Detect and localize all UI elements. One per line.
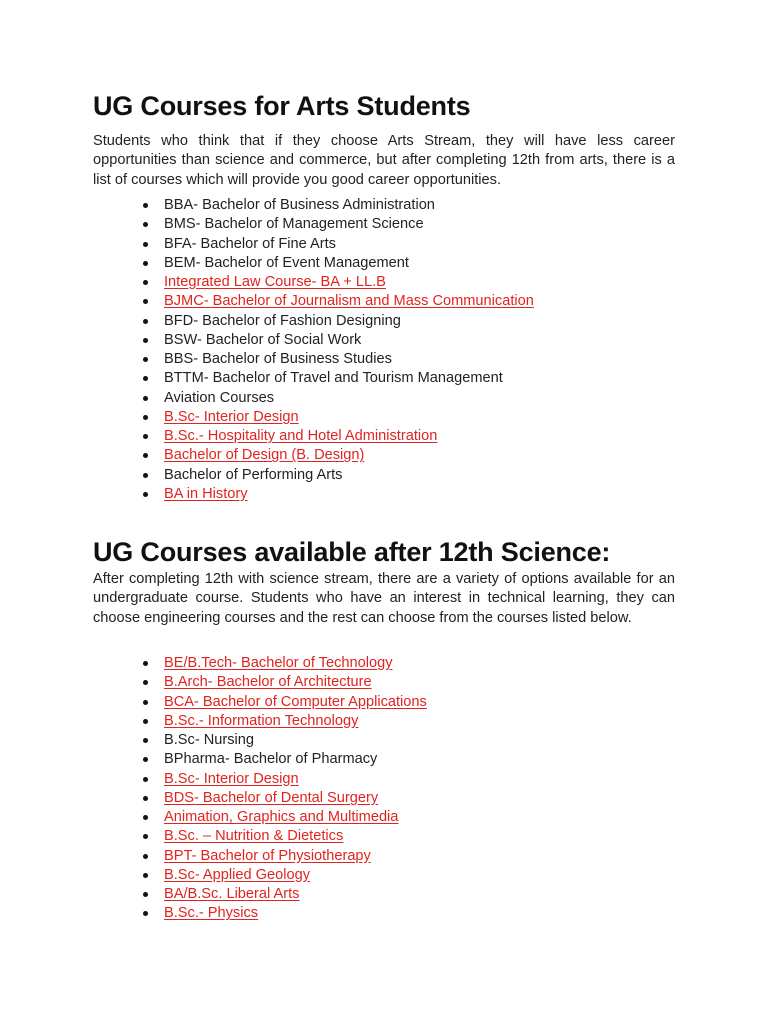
course-list-item[interactable] [164,273,684,292]
course-list-item[interactable] [164,654,684,673]
course-list-item[interactable] [164,866,684,885]
course-list-item[interactable] [164,904,684,923]
course-link[interactable]: BE/B.Tech- Bachelor of Technology [164,655,393,671]
course-link[interactable]: B.Sc.- Information Technology [164,712,359,729]
course-label: BFA- Bachelor of Fine Arts [164,235,336,252]
course-label: Bachelor of Performing Arts [164,466,343,483]
course-list-item[interactable] [164,808,684,827]
course-list-item [164,466,684,485]
course-link[interactable]: Integrated Law Course- BA + LL.B [164,274,386,290]
course-list-item[interactable] [164,673,684,692]
course-list-item[interactable] [164,292,684,311]
course-list-item[interactable] [164,485,684,504]
arts-intro-paragraph: Students who think that if they choose Arts Stream, they will have less career opportunities than science and commerce, but after completing 12th from arts, there is a list of courses which will provide you good career opportunities. [93,133,675,188]
course-list-item [164,350,684,369]
course-list-item[interactable] [164,408,684,427]
course-link[interactable]: B.Sc.- Physics [164,905,259,922]
course-list-item [164,750,684,769]
course-list-item[interactable] [164,693,684,712]
course-list-item[interactable] [164,827,684,846]
course-label: BBS- Bachelor of Business Studies [164,351,392,367]
course-list-item [164,331,684,350]
arts-section-title: UG Courses for Arts Students [93,91,471,121]
course-label: BPharma- Bachelor of Pharmacy [164,751,378,768]
science-course-list [93,654,684,924]
science-section-title: UG Courses available after 12th Science: [93,537,611,567]
course-list-item [164,731,684,750]
course-label: BSW- Bachelor of Social Work [164,331,362,348]
course-link[interactable]: B.Sc- Interior Design [164,770,299,787]
course-link[interactable]: BA/B.Sc. Liberal Arts [164,886,300,902]
course-link[interactable]: B.Arch- Bachelor of Architecture [164,674,372,691]
course-list-item [164,312,684,331]
course-label: BEM- Bachelor of Event Management [164,254,409,271]
science-intro-paragraph: After completing 12th with science stream, there are a variety of options available for an undergraduate course. Students who have an interest in technical learning, they can choose engineering courses and the rest can choose from the courses listed below. [93,571,675,626]
course-label: BBA- Bachelor of Business Administration [164,197,435,213]
course-list-item [164,215,684,234]
course-list-item[interactable] [164,847,684,866]
course-list-item[interactable] [164,885,684,904]
course-link[interactable]: B.Sc- Interior Design [164,408,299,425]
course-list-item [164,196,684,215]
course-label: BMS- Bachelor of Management Science [164,216,424,233]
course-link[interactable]: BCA- Bachelor of Computer Applications [164,693,427,710]
course-link[interactable]: BJMC- Bachelor of Journalism and Mass Communication [164,293,534,310]
course-list-item[interactable] [164,789,684,808]
course-list-item [164,389,684,408]
course-link[interactable]: BPT- Bachelor of Physiotherapy [164,847,371,864]
course-link[interactable]: BDS- Bachelor of Dental Surgery [164,789,379,806]
course-link[interactable]: B.Sc. – Nutrition & Dietetics [164,828,344,845]
course-list-item [164,254,684,273]
course-list-item [164,235,684,254]
course-list-item [164,369,684,388]
course-link[interactable]: Bachelor of Design (B. Design) [164,447,365,464]
course-label: BTTM- Bachelor of Travel and Tourism Management [164,370,503,387]
course-label: B.Sc- Nursing [164,732,255,748]
course-label: Aviation Courses [164,389,275,406]
course-link[interactable]: B.Sc- Applied Geology [164,866,311,883]
course-list-item[interactable] [164,712,684,731]
course-list-item[interactable] [164,427,684,446]
arts-course-list [93,196,684,504]
course-link[interactable]: BA in History [164,485,248,502]
course-list-item[interactable] [164,446,684,465]
course-link[interactable]: Animation, Graphics and Multimedia [164,809,399,825]
course-link[interactable]: B.Sc.- Hospitality and Hotel Administration [164,428,438,444]
course-list-item[interactable] [164,770,684,789]
course-label: BFD- Bachelor of Fashion Designing [164,312,401,329]
